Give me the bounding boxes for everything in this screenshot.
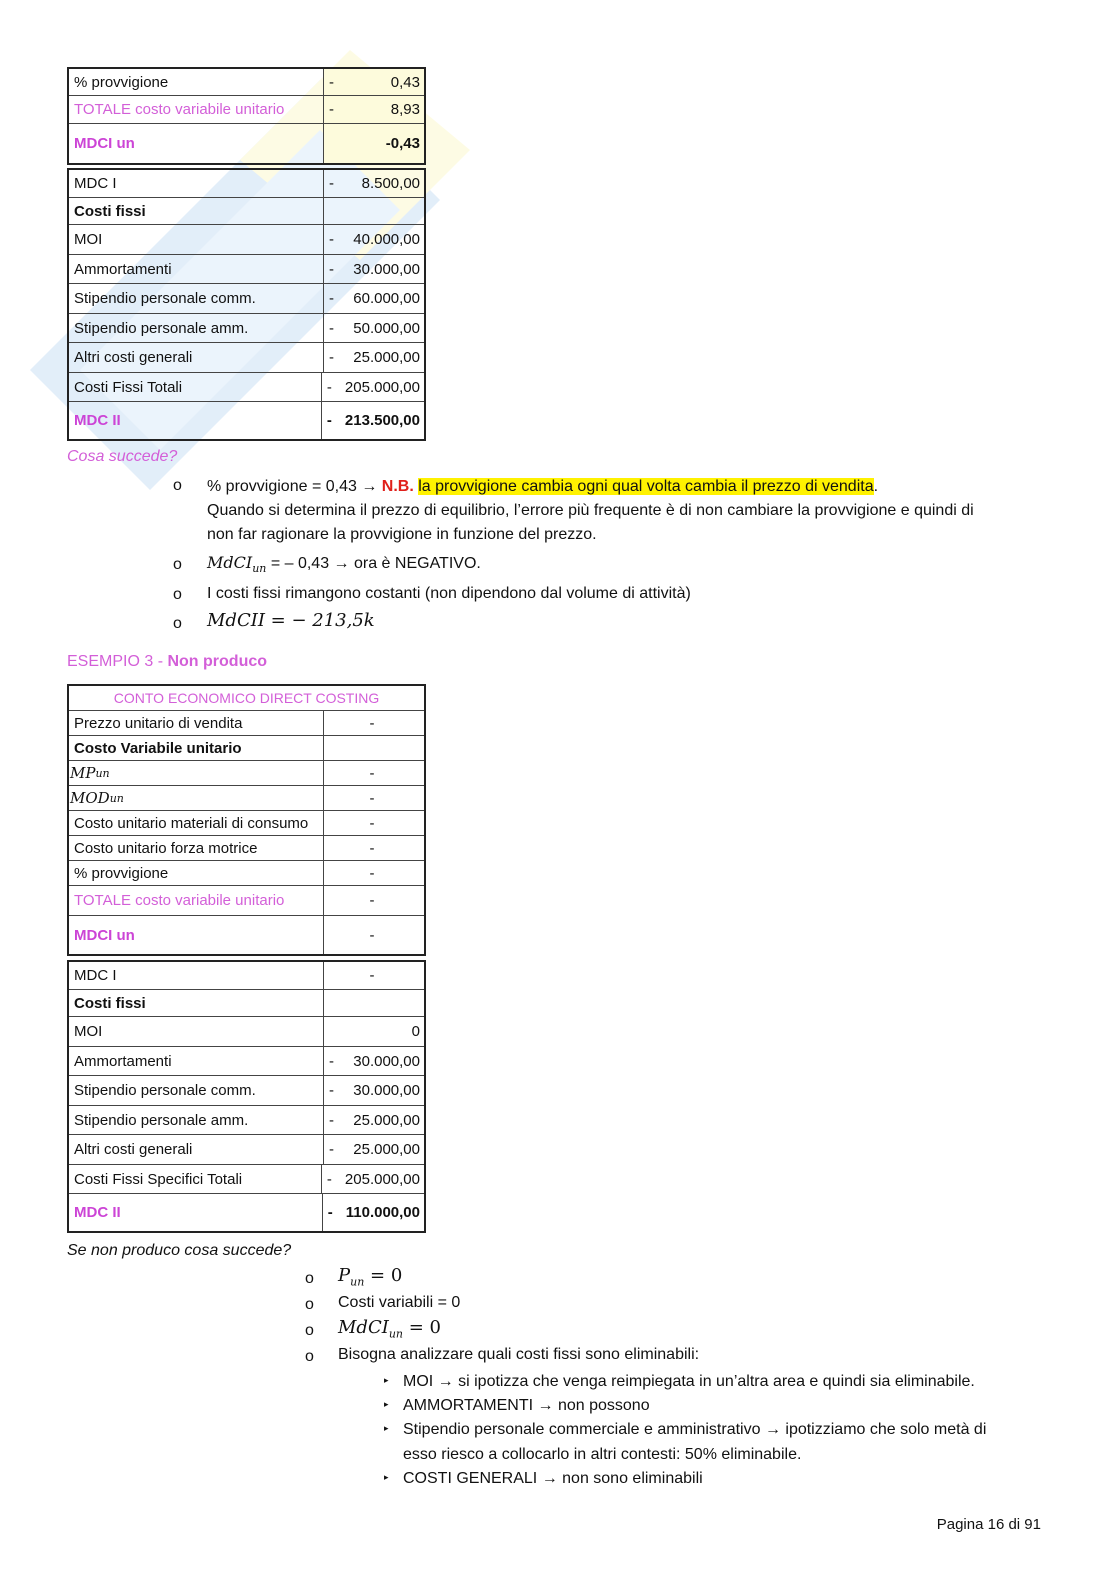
table-row: Stipendio personale amm. - 25.000,00: [69, 1106, 424, 1135]
highlighted-note: la provvigione cambia ogni qual volta cambia il prezzo di vendita: [418, 478, 874, 495]
table-row: MDC II - 213.500,00: [69, 402, 424, 439]
page-number: Pagina 16 di 91: [936, 1516, 1041, 1533]
table-variable-costs-summary: [67, 67, 426, 165]
table-header-row: [69, 686, 424, 711]
bullet-circle: o: [173, 556, 182, 573]
table-row: MDC I -: [69, 962, 424, 990]
table-row: Ammortamenti - 30.000,00: [69, 1047, 424, 1076]
bullet-mdci-negative: MdCI$_{un}$ = – 0,43 → ora è NEGATIVO.: [207, 553, 481, 576]
paragraph-line: esso riesco a collocarlo in altri contesti: 50% eliminabile.: [403, 1446, 802, 1463]
bullet-circle: o: [305, 1296, 314, 1313]
sub-bullet-ammortamenti: AMMORTAMENTI → non possono: [403, 1397, 650, 1414]
table-row: Altri costi generali - 25.000,00: [69, 1135, 424, 1165]
bullet-fixed-costs: I costi fissi rimangono costanti (non dipendono dal volume di attività): [207, 585, 691, 602]
table-row: MDC II - 110.000,00: [69, 1194, 424, 1231]
bullet-circle: o: [305, 1348, 314, 1365]
table-row: % provvigione -: [69, 861, 424, 886]
sub-bullet-moi: MOI → si ipotizza che venga reimpiegata in un’altra area e quindi sia eliminabile.: [403, 1373, 975, 1390]
row-value: -0,43: [385, 135, 420, 152]
table-row: Altri costi generali - 25.000,00: [69, 343, 424, 373]
table-row: TOTALE costo variabile unitario -: [69, 886, 424, 916]
bullet-price-zero: $P_{un} = 0$: [338, 1265, 403, 1289]
bullet-variable-costs: Costi variabili = 0: [338, 1294, 461, 1311]
row-label: % provvigione: [69, 69, 324, 95]
sub-bullet-costi-generali: COSTI GENERALI → non sono eliminabili: [403, 1470, 703, 1487]
table-row: Costo Variabile unitario: [69, 736, 424, 761]
bullet-circle: o: [173, 615, 182, 632]
bullet-triangle-icon: ▸: [384, 1472, 389, 1482]
table-row: Stipendio personale comm. - 60.000,00: [69, 284, 424, 314]
table-row: Stipendio personale comm. - 30.000,00: [69, 1076, 424, 1106]
row-label: TOTALE costo variabile unitario: [69, 96, 324, 123]
bullet-triangle-icon: ▸: [384, 1423, 389, 1433]
bullet-provvigione: % provvigione = 0,43 → N.B. la provvigione cambia ogni qual volta cambia il prezzo di vendita.: [207, 478, 879, 495]
table-row: Costi fissi: [69, 198, 424, 225]
table-row: TOTALE costo variabile unitario - 8,93: [69, 96, 424, 124]
bullet-circle: o: [305, 1270, 314, 1287]
table-row: MP un -: [69, 761, 424, 786]
bullet-triangle-icon: ▸: [384, 1399, 389, 1409]
bullet-circle: o: [173, 586, 182, 603]
table-row: % provvigione - 0,43: [69, 69, 424, 96]
table-row: MDCI un -: [69, 916, 424, 954]
table-row: Costo unitario materiali di consumo -: [69, 811, 424, 836]
table-row: MOI 0: [69, 1017, 424, 1047]
table-row: MOI - 40.000,00: [69, 225, 424, 255]
bullet-analyze-fixed-costs: Bisogna analizzare quali costi fissi sono eliminabili:: [338, 1346, 700, 1363]
bullet-circle: o: [173, 477, 182, 494]
table-fixed-costs: [67, 168, 426, 441]
section-title-cosa-succede: Cosa succede?: [67, 448, 178, 465]
table-fixed-costs-not-producing: [67, 960, 426, 1233]
table-row: Costi fissi: [69, 990, 424, 1017]
bullet-mdcii-value: MdCII = − 213,5k: [207, 610, 375, 631]
bullet-mdci-zero: MdCI$_{un}$ = 0: [338, 1317, 441, 1341]
table-row: MDC I - 8.500,00: [69, 170, 424, 198]
table-row: Costi Fissi Specifici Totali - 205.000,00: [69, 1165, 424, 1194]
table-row: Stipendio personale amm. - 50.000,00: [69, 314, 424, 343]
nb-label: N.B.: [381, 478, 414, 495]
paragraph-line: non far ragionare la provvigione in funzione del prezzo.: [207, 526, 597, 543]
paragraph-line: Quando si determina il prezzo di equilibrio, l’errore più frequente è di non cambiare la provvigione e quindi di: [207, 502, 974, 519]
row-value: 8,93: [390, 101, 420, 118]
sub-bullet-stipendio: Stipendio personale commerciale e amministrativo → ipotizziamo che solo metà di: [403, 1421, 987, 1438]
table-row: Prezzo unitario di vendita -: [69, 711, 424, 736]
table-row: Costo unitario forza motrice -: [69, 836, 424, 861]
bullet-circle: o: [305, 1322, 314, 1339]
row-value: 0,43: [390, 73, 420, 91]
section-title-non-produco: Se non produco cosa succede?: [67, 1242, 292, 1259]
table-header: CONTO ECONOMICO DIRECT COSTING: [113, 690, 380, 706]
table-row: MOD un -: [69, 786, 424, 811]
table-row: [69, 124, 424, 163]
example-heading: ESEMPIO 3 - Non produco: [67, 653, 268, 670]
row-label: MDCI un: [69, 124, 324, 163]
table-direct-costing: [67, 684, 426, 956]
table-row: Costi Fissi Totali - 205.000,00: [69, 373, 424, 402]
bullet-triangle-icon: ▸: [384, 1375, 389, 1385]
table-row: Ammortamenti - 30.000,00: [69, 255, 424, 284]
